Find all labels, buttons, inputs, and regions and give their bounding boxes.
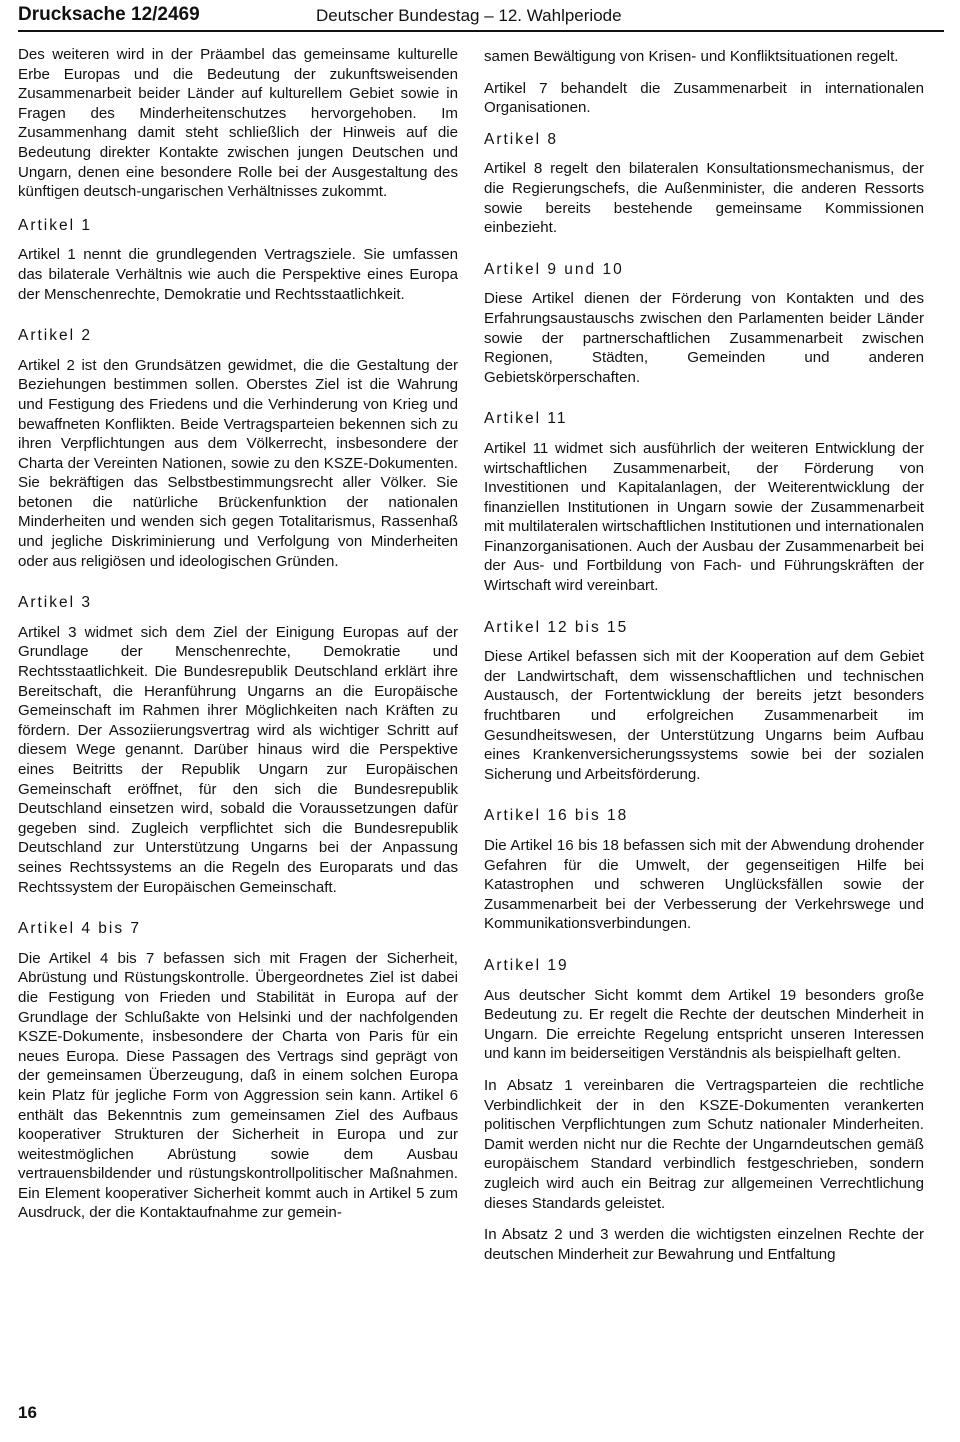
- paragraph-artikel-3: Artikel 3 widmet sich dem Ziel der Einigung Europas auf der Grundlage der Menschenrechte, Demokratie und Rechtsstaatlichkeit. Die Bundesrepublik Deutschland erklärt ihre Bereitschaft, die Heranführung Ungarns an die Europäische Gemeinschaft im Rahmen ihrer Möglichkeiten nach Kräften zu fördern. Der Assoziierungsvertrag wird als wichtiger Schritt auf diesem Wege genannt. Darüber hinaus wird die Perspektive eines Beitritts der Republik Ungarn zur Europäischen Gemeinschaft eröffnet, für den sich die Bundesrepublik Deutschland einsetzen wird, sobald die Voraussetzungen dafür gegeben sind. Zugleich verpflichtet sich die Bundesrepublik Deutschland zur Unterstützung Ungarns bei der Anpassung seines Rechtssystems an die Regeln des Europarats und das Rechtssystem der Europäischen Gemeinschaft.: [18, 623, 458, 896]
- heading-artikel-11: Artikel 11: [484, 410, 568, 428]
- right-column: [484, 47, 924, 1276]
- page-number: 16: [18, 1403, 37, 1422]
- paragraph-artikel-1: Artikel 1 nennt die grundlegenden Vertragsziele. Sie umfassen das bilaterale Verhältnis wie auch die Perspektive eines Europa der Menschenrechte, Demokratie und Rechtsstaatlichkeit.: [18, 246, 458, 303]
- paragraph-artikel-19-c: In Absatz 2 und 3 werden die wichtigsten einzelnen Rechte der deutschen Minderheit zur Bewahrung und Entfaltung: [484, 1226, 924, 1263]
- paragraph-artikel-2: Artikel 2 ist den Grundsätzen gewidmet, die die Gestaltung der Beziehungen bestimmen sollen. Oberstes Ziel ist die Wahrung und Festigung des Friedens und die Verhinderung von Krieg und bewaffneten Konflikten. Beide Vertragsparteien bekennen sich zu ihren Verpflichtungen aus dem Völkerrecht, insbesondere der Charta der Vereinten Nationen, sowie zu den KSZE-Dokumenten. Sie bekräftigen das Selbstbestimmungsrecht aller Völker. Sie betonen die natürliche Brückenfunktion der nationalen Minderheiten und wenden sich gegen Totalitarismus, Rassenhaß und jegliche Diskriminierung und Verfolgung von Minderheiten oder aus religiösen und ideologischen Gründen.: [18, 356, 458, 570]
- heading-artikel-2: Artikel 2: [18, 327, 92, 345]
- intro-paragraph: Des weiteren wird in der Präambel das gemeinsame kulturelle Erbe Europas und die Bedeutung der zukunftsweisenden Zusammenarbeit beider Länder auf kulturellem Gebiet sowie in Fragen des Minderheitenschutzes hervorgehoben. Im Zusammenhang damit steht schließlich der Hinweis auf die Bedeutung direkter Kontakte zwischen jungen Deutschen und Ungarn, denen eine besondere Rolle bei der Ausgestaltung des künftigen deutsch-ungarischen Verhältnisses zukommt.: [18, 46, 458, 201]
- document-source: Deutscher Bundestag – 12. Wahlperiode: [316, 6, 622, 25]
- paragraph-artikel-4-7: Die Artikel 4 bis 7 befassen sich mit Fragen der Sicherheit, Abrüstung und Rüstungskontrolle. Übergeordnetes Ziel ist dabei die Festigung von Frieden und Stabilität in Europa auf der Grundlage der Schlußakte von Helsinki und der nachfolgenden KSZE-Dokumente, insbesondere der Charta von Paris für ein neues Europa. Diese Passagen des Vertrags sind geprägt von der gemeinsamen Überzeugung, daß in einem solchen Europa kein Platz für jegliche Form von Aggression sein kann. Artikel 6 enthält das Bekenntnis zum gemeinsamen Ziel des Aufbaus kooperativer Strukturen der Sicherheit in Europa und zur weitestmöglichen Abrüstung sowie dem Ausbau vertrauensbildender und rüstungskontrollpolitischer Maßnahmen. Ein Element kooperativer Sicherheit kommt auch in Artikel 5 zum Ausdruck, der die Kontaktaufnahme zur gemein-: [18, 949, 458, 1222]
- paragraph-artikel-11: Artikel 11 widmet sich ausführlich der weiteren Entwicklung der wirtschaftlichen Zusammenarbeit, der Förderung von Investitionen und Kapitalanlagen, der Weiterentwicklung der finanziellen Institutionen in Ungarn sowie der Zusammenarbeit mit multilateralen wirtschaftlichen Institutionen und internationalen Finanzorganisationen. Auch der Ausbau der Zusammenarbeit bei der Aus- und Fortbildung von Fach- und Führungskräften der Wirtschaft wird vereinbart.: [484, 439, 924, 595]
- paragraph-artikel-7: Artikel 7 behandelt die Zusammenarbeit in internationalen Organisationen.: [484, 79, 924, 117]
- heading-artikel-9-10: Artikel 9 und 10: [484, 260, 624, 278]
- paragraph-artikel-19-a: Aus deutscher Sicht kommt dem Artikel 19 besonders große Bedeutung zu. Er regelt die Rechte der deutschen Minderheit in Ungarn. Die erreichte Regelung entspricht unseren Interessen und kann im beiderseitigen Verständnis als beispielhaft gelten.: [484, 986, 924, 1063]
- heading-artikel-19: Artikel 19: [484, 956, 569, 974]
- document-number: Drucksache 12/2469: [18, 4, 200, 25]
- heading-artikel-3: Artikel 3: [18, 594, 92, 612]
- paragraph-artikel-19-b: In Absatz 1 vereinbaren die Vertragsparteien die rechtliche Verbindlichkeit der in den KSZE-Dokumenten verankerten politischen Verpflichtungen zum Schutz nationaler Minderheiten. Damit werden nicht nur die Rechte der Ungarndeutschen gemäß europäischem Standard verbindlich festgeschrieben, sondern zugleich wird auch ein Beitrag zur allgemeinen Verrechtlichung dieses Standards geleistet.: [484, 1076, 924, 1212]
- paragraph-artikel-16-18: Die Artikel 16 bis 18 befassen sich mit der Abwendung drohender Gefahren für die Umwelt, der gegenseitigen Hilfe bei Katastrophen und schweren Unglücksfällen sowie der Zusammenarbeit bei der Verbesserung der Verkehrswege und Kommunikationsverbindungen.: [484, 837, 924, 933]
- continuation-paragraph: samen Bewältigung von Krisen- und Konfliktsituationen regelt.: [484, 48, 899, 65]
- heading-artikel-8: Artikel 8: [484, 130, 558, 148]
- paragraph-artikel-12-15: Diese Artikel befassen sich mit der Kooperation auf dem Gebiet der Landwirtschaft, dem wissenschaftlichen und technischen Austausch, der Fortentwicklung der bereits jetzt besonders fruchtbaren und erfolgreichen Zusammenarbeit im Gesundheitswesen, der Unterstützung Ungarns beim Aufbau eines Krankenversicherungssystems sowie bei der sozialen Sicherung und Arbeitsförderung.: [484, 648, 924, 783]
- paragraph-artikel-9-10: Diese Artikel dienen der Förderung von Kontakten und des Erfahrungsaustauschs zwischen den Parlamenten beider Länder sowie der partnerschaftlichen Zusammenarbeit zwischen Regionen, Städten, Gemeinden und anderen Gebietskörperschaften.: [484, 290, 924, 386]
- left-column: [18, 45, 458, 1235]
- heading-artikel-16-18: Artikel 16 bis 18: [484, 807, 629, 825]
- heading-artikel-12-15: Artikel 12 bis 15: [484, 618, 629, 636]
- page-header: [18, 4, 944, 32]
- paragraph-artikel-8: Artikel 8 regelt den bilateralen Konsultationsmechanismus, der die Regierungschefs, die Außenminister, die anderen Ressorts sowie bereits bestehende gemeinsame Kommissionen einbezieht.: [484, 160, 924, 237]
- heading-artikel-4-7: Artikel 4 bis 7: [18, 920, 142, 938]
- heading-artikel-1: Artikel 1: [18, 216, 92, 234]
